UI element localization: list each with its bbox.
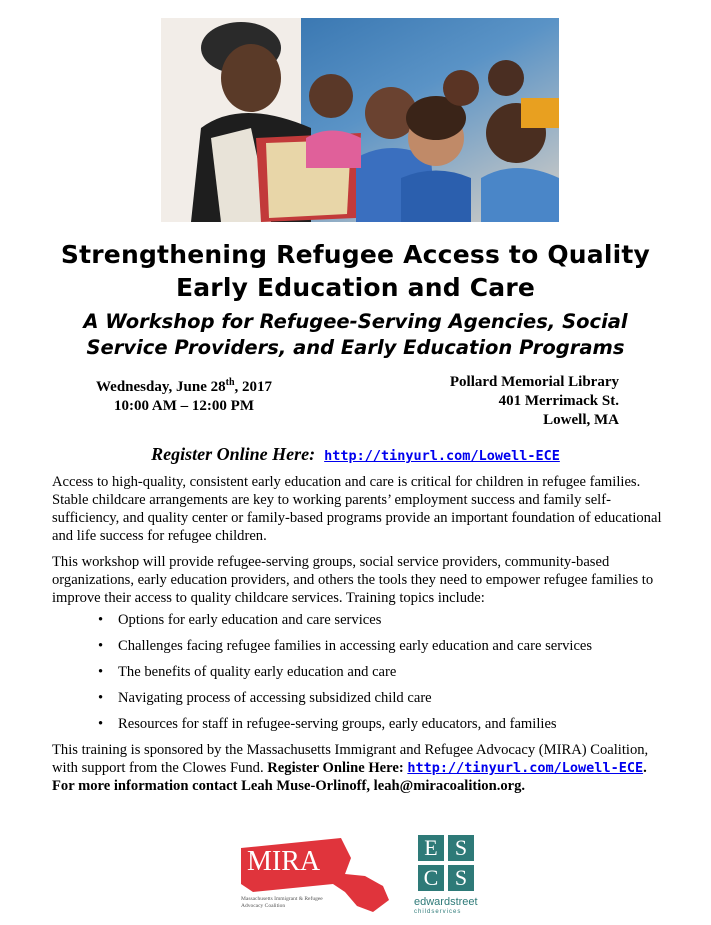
sponsor-register-label: Register Online Here:: [267, 760, 408, 776]
page-title: [0, 238, 711, 304]
paragraph-workshop: This workshop will provide refugee-serving groups, social service providers, community-based organizations, early education providers, and others the tools they need to empower refugee families to improve their access to quality childcare services. Training topics include:: [52, 554, 654, 606]
subtitle-line-1: A Workshop for Refugee-Serving Agencies, Social: [83, 310, 628, 333]
sponsor-text: This training is sponsored by the Massachusetts Immigrant and Refugee Advocacy (MIRA) Coalition, with support from the Clowes Fund.: [52, 742, 649, 776]
title-line-1: Strengthening Refugee Access to Quality: [60, 240, 651, 269]
contact-text: . For more information contact Leah Muse-Orlinoff, leah@miracoalition.org.: [52, 760, 647, 794]
mira-logo: [233, 830, 393, 920]
sponsor-logos: [0, 830, 711, 920]
page-subtitle: [0, 309, 711, 361]
topic-item: • Options for early education and care services: [100, 611, 662, 629]
event-city: Lowell, MA: [543, 412, 619, 428]
escs-letter: C: [418, 865, 444, 891]
event-when: [96, 373, 272, 416]
title-line-2: Early Education and Care: [175, 273, 536, 302]
escs-letter: E: [418, 835, 444, 861]
register-line: [0, 444, 711, 465]
mira-tagline-1: Massachusetts Immigrant & Refugee: [241, 896, 323, 902]
escs-letter: S: [448, 865, 474, 891]
paragraph-intro: Access to high-quality, consistent early education and care is critical for children in refugee families. Stable childcare arrangements are key to working parents’ employment success and family self-sufficiency, and quality center or family-based programs provide an important foundation of educational and life success for refugee children.: [52, 474, 662, 544]
event-date: Wednesday, June 28th, 2017: [96, 377, 273, 395]
subtitle-line-2: Service Providers, and Early Education Programs: [86, 336, 625, 359]
escs-logo: [414, 835, 494, 920]
escs-name: edwardstreet: [414, 896, 478, 908]
paragraph-sponsor: [52, 741, 662, 795]
topic-item: • Resources for staff in refugee-serving groups, early educators, and families: [100, 715, 662, 733]
body-text: [52, 473, 662, 803]
mira-wordmark: MIRA: [247, 846, 321, 877]
register-label: Register Online Here:: [151, 444, 316, 464]
topic-item: • Challenges facing refugee families in accessing early education and care services: [100, 637, 662, 655]
sponsor-register-link[interactable]: http://tinyurl.com/Lowell-ECE: [407, 760, 644, 776]
event-where: [432, 373, 619, 430]
classroom-photo: [161, 18, 559, 222]
event-venue: Pollard Memorial Library: [449, 374, 619, 390]
event-street: 401 Merrimack St.: [498, 393, 619, 409]
escs-sub: childservices: [414, 909, 462, 915]
event-time: 10:00 AM – 12:00 PM: [114, 398, 254, 414]
topic-item: • Navigating process of accessing subsidized child care: [100, 689, 662, 707]
topic-item: • The benefits of quality early education and care: [100, 663, 662, 681]
escs-name-block: [414, 897, 494, 917]
escs-letter: S: [448, 835, 474, 861]
register-link[interactable]: http://tinyurl.com/Lowell-ECE: [324, 448, 560, 464]
topics-list: [100, 611, 662, 733]
mira-tagline-2: Advocacy Coalition: [241, 903, 286, 909]
